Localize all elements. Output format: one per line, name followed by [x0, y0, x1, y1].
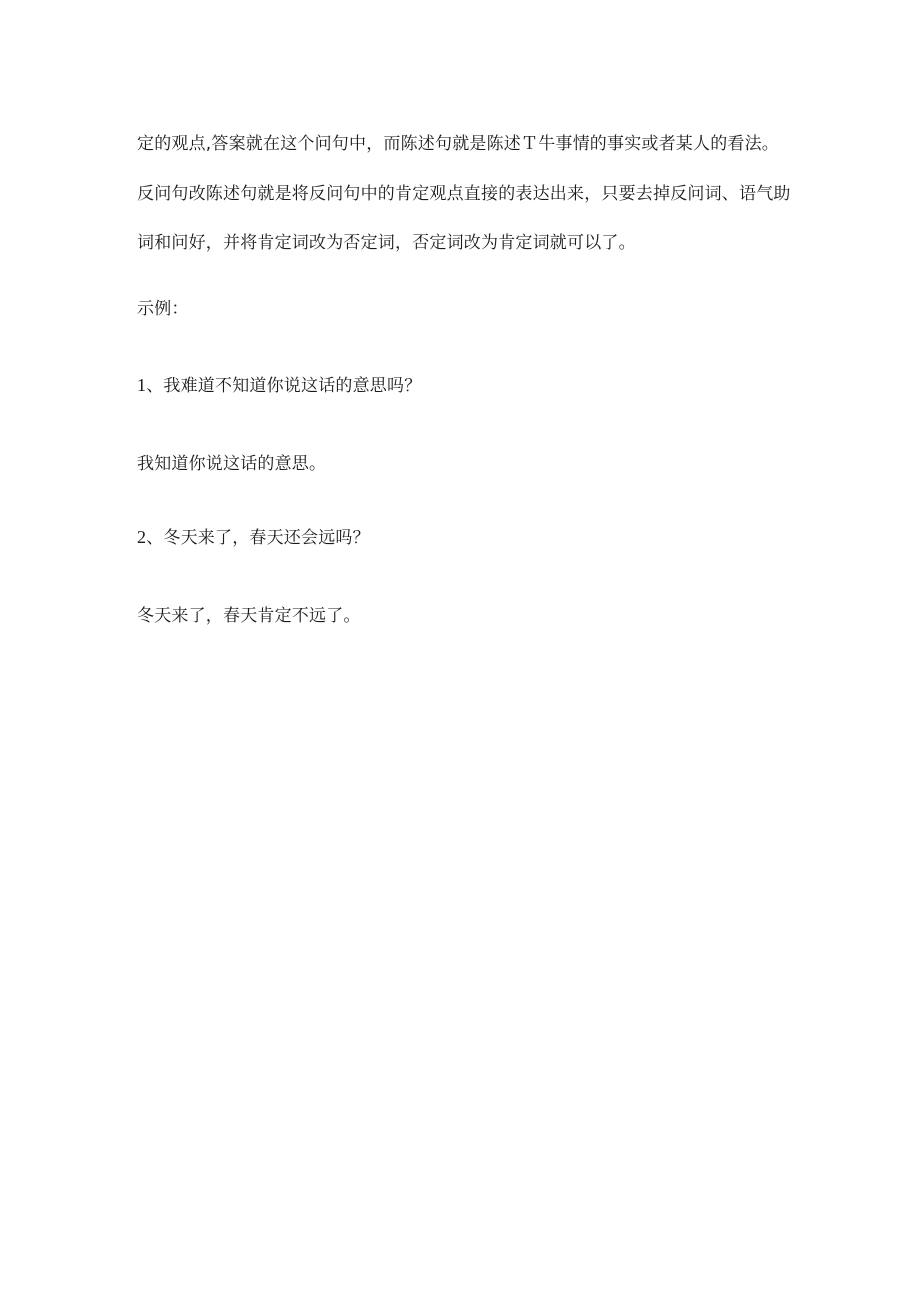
example-number: 2 — [137, 527, 147, 547]
example-answer: 冬天来了，春天肯定不远了。 — [137, 606, 361, 626]
example-question — [137, 526, 797, 549]
example-question-text: 、我难道不知道你说这话的意思吗？ — [146, 376, 422, 396]
example-question — [137, 374, 797, 397]
paragraph-text-line: 词和问好，并将肯定词改为否定词，否定词改为肯定词就可以了。 — [137, 233, 636, 253]
example-answer: 我知道你说这话的意思。 — [137, 454, 327, 474]
example-heading: 示例： — [137, 299, 189, 319]
example-question-text: 、冬天来了，春天还会远吗？ — [146, 528, 370, 548]
paragraph-text-line: 反问句改陈述句就是将反问句中的肯定观点直接的表达出来，只要去掉反问词、语气助 — [137, 184, 791, 204]
paragraph-text-line: 定的观点,答案就在这个问句中，而陈述句就是陈述Ｔ牛事情的事实或者某人的看法。 — [137, 134, 780, 154]
example-number: 1 — [137, 375, 147, 395]
